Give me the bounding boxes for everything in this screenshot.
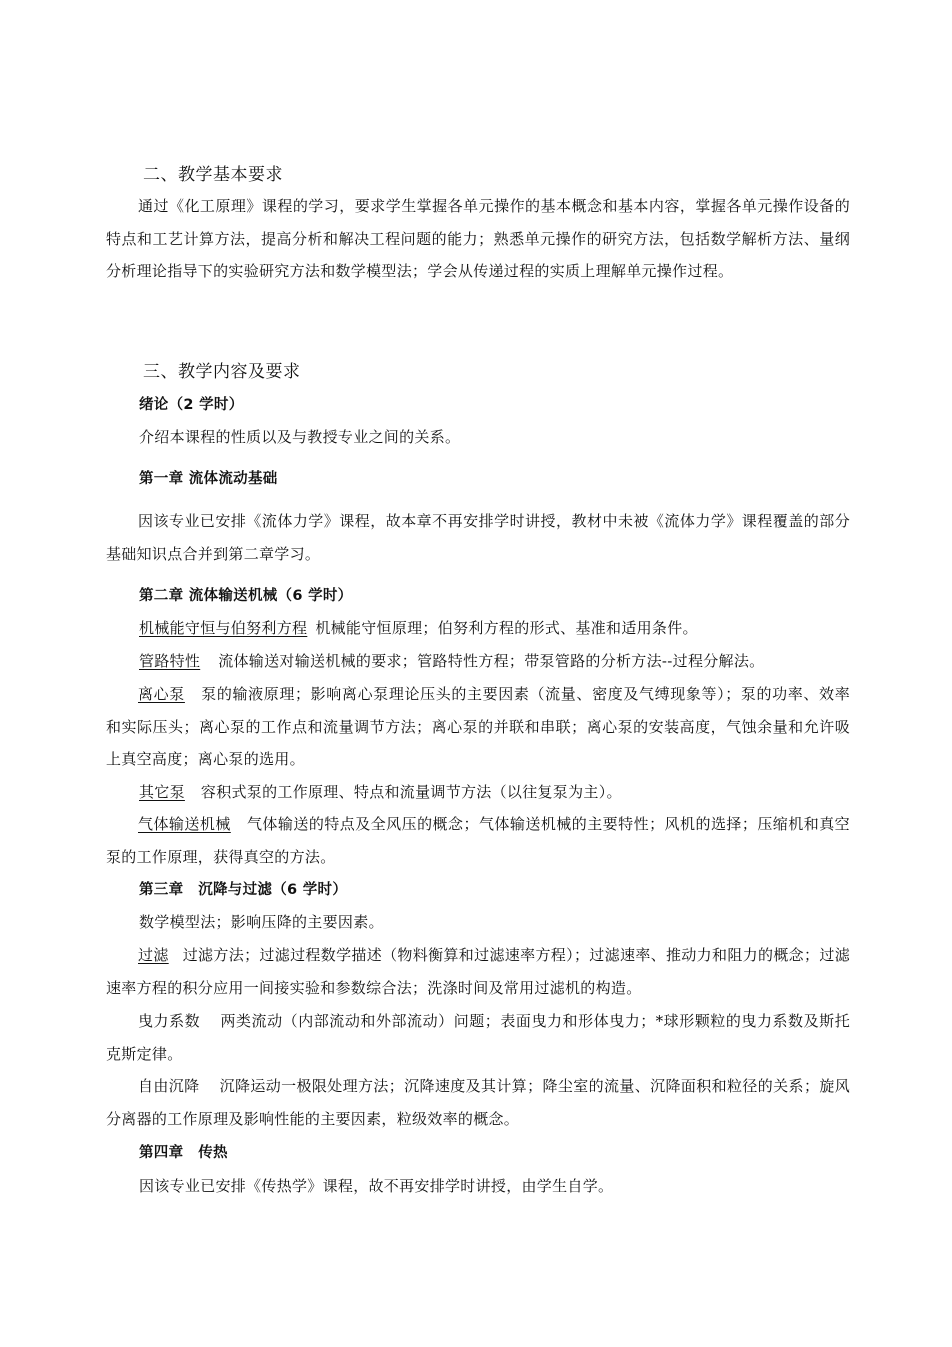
chapter-1-body <box>106 505 850 571</box>
item-text: 泵的输液原理；影响离心泵理论压头的主要因素（流量、密度及气缚现象等）；泵的功率、效率和实际压头；离心泵的工作点和流量调节方法；离心泵的并联和串联；离心泵的安装高度，气蚀余量和允许吸上真空高度；离心泵的选用。 <box>106 685 850 768</box>
item-text: 沉降运动一极限处理方法；沉降速度及其计算；降尘室的流量、沉降面积和粒径的关系；旋风分离器的工作原理及影响性能的主要因素，粒级效率的概念。 <box>106 1077 850 1128</box>
item-text: 两类流动（内部流动和外部流动）问题；表面曳力和形体曳力；*球形颗粒的曳力系数及斯托克斯定律。 <box>106 1012 850 1063</box>
chapter-4-heading: 第四章 传热 <box>139 1145 228 1161</box>
section-2-body <box>106 190 850 288</box>
item-term: 过滤 <box>138 946 169 964</box>
item-term: 其它泵 <box>139 783 185 801</box>
chapter-3-heading: 第三章 沉降与过滤（6 学时） <box>139 882 348 898</box>
ch3-item-filtration <box>106 939 850 1004</box>
item-term: 机械能守恒与伯努利方程 <box>139 619 308 637</box>
intro-text: 介绍本课程的性质以及与教授专业之间的关系。 <box>139 428 461 446</box>
item-term: 离心泵 <box>138 685 185 703</box>
item-text: 机械能守恒原理；伯努利方程的形式、基准和适用条件。 <box>315 619 698 637</box>
paragraph: 因该专业已安排《流体力学》课程，故本章不再安排学时讲授，教材中未被《流体力学》课程覆盖的部分基础知识点合并到第二章学习。 <box>106 512 850 563</box>
paragraph <box>106 808 850 873</box>
chapter-1-heading: 第一章 流体流动基础 <box>139 471 278 487</box>
section-2-heading: 二、教学基本要求 <box>143 165 283 185</box>
paragraph <box>106 1005 850 1070</box>
item-term: 气体输送机械 <box>138 815 231 833</box>
paragraph <box>106 939 850 1004</box>
item-text: 容积式泵的工作原理、特点和流量调节方法（以往复泵为主）。 <box>200 783 622 801</box>
item-term: 自由沉降 <box>138 1077 200 1095</box>
paragraph <box>106 1070 850 1135</box>
intro-heading: 绪论（2 学时） <box>139 397 244 413</box>
chapter-2-heading: 第二章 流体输送机械（6 学时） <box>139 588 353 604</box>
paragraph: 通过《化工原理》课程的学习，要求学生掌握各单元操作的基本概念和基本内容，掌握各单元操作设备的特点和工艺计算方法，提高分析和解决工程问题的能力；熟悉单元操作的研究方法，包括数学解析方法、量纲分析理论指导下的实验研究方法和数学模型法；学会从传递过程的实质上理解单元操作过程。 <box>106 197 850 280</box>
ch2-item-other-pumps <box>139 776 622 808</box>
item-text: 流体输送对输送机械的要求；管路特性方程；带泵管路的分析方法--过程分解法。 <box>218 652 765 670</box>
ch2-item-energy <box>139 612 698 644</box>
item-term: 管路特性 <box>139 652 201 670</box>
ch2-item-gas <box>106 808 850 873</box>
chapter-4-text: 因该专业已安排《传热学》课程，故不再安排学时讲授，由学生自学。 <box>139 1177 614 1195</box>
item-text: 气体输送的特点及全风压的概念；气体输送机械的主要特性；风机的选择；压缩机和真空泵的工作原理，获得真空的方法。 <box>106 815 850 866</box>
ch2-item-centrifugal <box>106 678 850 776</box>
chapter-3-intro: 数学模型法；影响压降的主要因素。 <box>139 913 384 931</box>
ch2-item-pipe <box>139 645 764 677</box>
section-3-heading: 三、教学内容及要求 <box>143 362 301 382</box>
ch3-item-drag <box>106 1005 850 1070</box>
item-term: 曳力系数 <box>138 1012 201 1030</box>
paragraph <box>106 678 850 776</box>
item-text: 过滤方法；过滤过程数学描述（物料衡算和过滤速率方程）；过滤速率、推动力和阻力的概念；过滤速率方程的积分应用一间接实验和参数综合法；洗涤时间及常用过滤机的构造。 <box>106 946 850 997</box>
ch3-item-settling <box>106 1070 850 1135</box>
